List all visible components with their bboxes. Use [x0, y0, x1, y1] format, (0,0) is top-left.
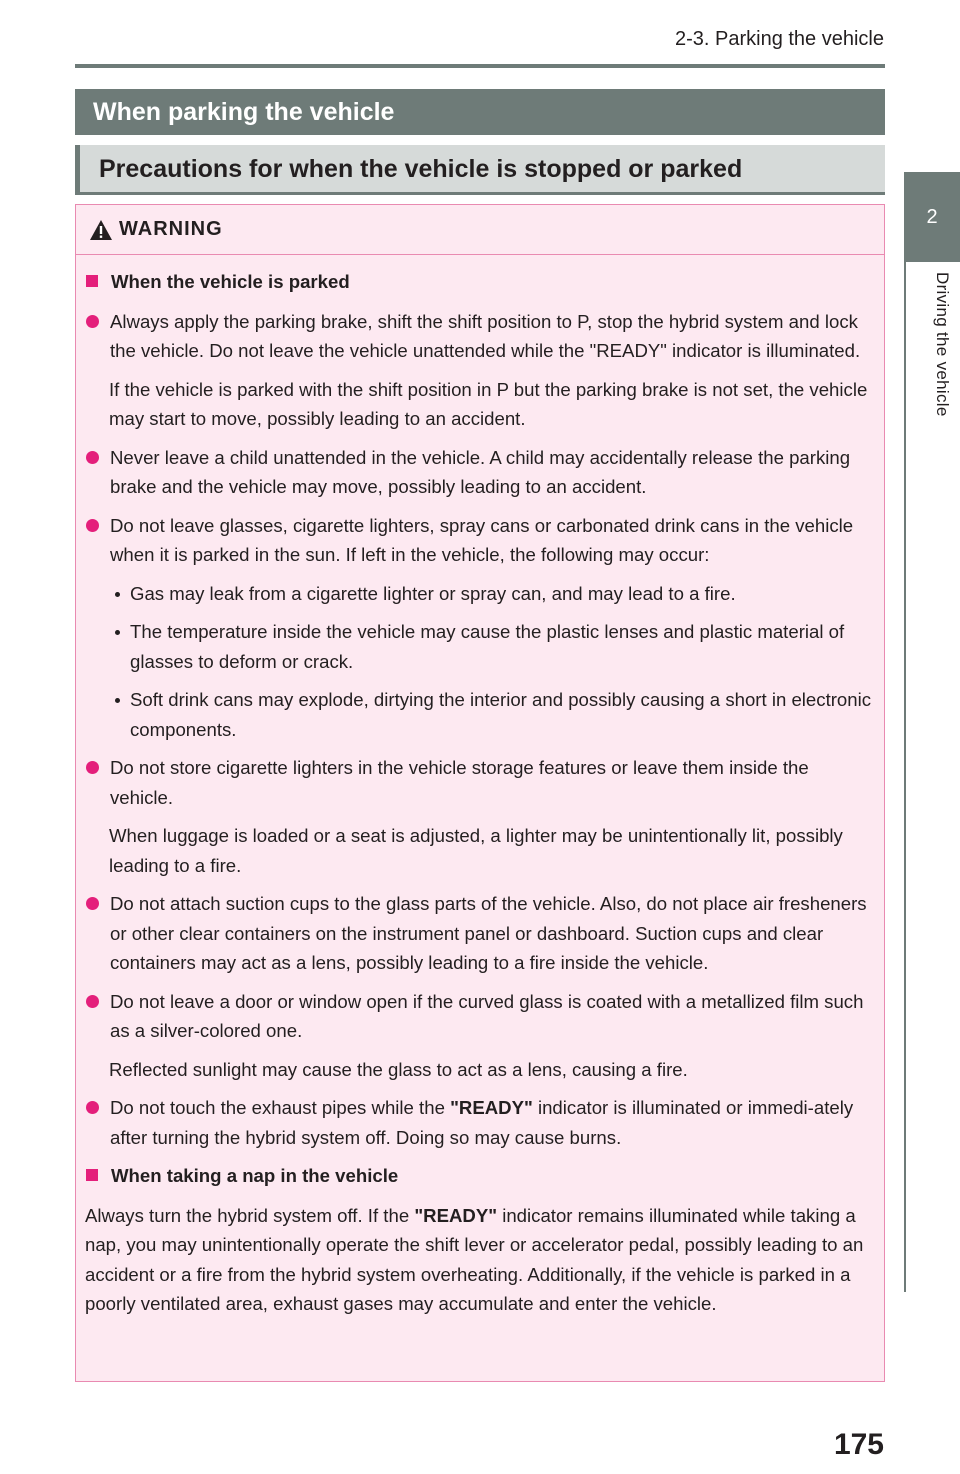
list-item — [85, 987, 872, 1046]
heading-text: When taking a nap in the vehicle — [111, 1165, 399, 1186]
list-item — [85, 511, 872, 570]
square-bullet-icon — [86, 275, 98, 287]
running-header: 2-3. Parking the vehicle — [674, 28, 884, 50]
small-bullet-icon — [115, 592, 120, 597]
heading-text: When the vehicle is parked — [111, 271, 350, 292]
square-bullet-icon — [86, 1169, 98, 1181]
chapter-label: Driving the vehicle — [933, 272, 952, 417]
sub-item-text: Soft drink cans may explode, dirtying the interior and possibly causing a short in electronic components. — [130, 689, 872, 740]
item-text: Never leave a child unattended in the vehicle. A child may accidentally release the parking brake and the vehicle may move, possibly leading to an accident. — [110, 446, 851, 497]
sub-item-text: Gas may leak from a cigarette lighter or spray can, and may lead to a fire. — [130, 582, 736, 604]
bullet-dot-icon — [86, 315, 99, 328]
sub-list-item — [115, 617, 872, 676]
item-text: Do not touch the exhaust pipes while the "READY" indicator is illuminated or immedi-ately after turning the hybrid system off. Doing so may cause burns. — [110, 1097, 854, 1148]
ready-indicator-text: "READY" — [414, 1204, 498, 1226]
page-number: 175 — [833, 1428, 884, 1461]
ready-indicator-text: "READY" — [450, 1097, 533, 1118]
item-note: If the vehicle is parked with the shift position in P but the parking brake is not set, the vehicle may start to move, possibly leading to an accident. — [109, 378, 868, 429]
list-item — [85, 307, 872, 366]
item-note: Reflected sunlight may cause the glass to act as a lens, causing a fire. — [109, 1058, 688, 1080]
warning-triangle-icon — [89, 219, 113, 241]
warning-heading-parked — [85, 267, 872, 297]
bullet-dot-icon — [86, 761, 99, 774]
warning-box — [75, 204, 885, 1382]
bullet-dot-icon — [86, 519, 99, 532]
list-item — [85, 443, 872, 502]
nap-paragraph: Always turn the hybrid system off. If the "READY" indicator remains illuminated while taking a nap, you may unintentionally operate the shift lever or accelerator pedal, possibly leading to an accident or a fire from the hybrid system overheating. Additionally, if the vehicle is parked in a poorly ventilated area, exhaust gases may accumulate and enter the vehicle. — [85, 1204, 864, 1314]
list-item — [85, 1093, 872, 1152]
subsection-rule — [75, 192, 885, 195]
bullet-dot-icon — [86, 1101, 99, 1114]
sub-item-text: The temperature inside the vehicle may cause the plastic lenses and plastic material of glasses to deform or crack. — [130, 621, 845, 672]
sub-list-item — [115, 685, 872, 744]
small-bullet-icon — [115, 630, 120, 635]
item-note: When luggage is loaded or a seat is adjusted, a lighter may be unintentionally lit, possibly leading to a fire. — [109, 825, 843, 876]
item-text: Do not attach suction cups to the glass parts of the vehicle. Also, do not place air fresheners or other clear containers on the instrument panel or dashboard. Suction cups and clear containers may act as a lens, possibly leading to a fire inside the vehicle. — [110, 893, 867, 973]
chapter-number: 2 — [926, 205, 938, 228]
item-text: Do not leave glasses, cigarette lighters, spray cans or carbonated drink cans in the vehicle when it is parked in the sun. If left in the vehicle, the following may occur: — [110, 514, 854, 565]
warning-heading-nap — [85, 1161, 872, 1191]
bullet-dot-icon — [86, 897, 99, 910]
warning-label: WARNING — [119, 218, 223, 240]
bullet-dot-icon — [86, 995, 99, 1008]
small-bullet-icon — [115, 698, 120, 703]
warning-header — [76, 205, 884, 255]
bullet-dot-icon — [86, 451, 99, 464]
list-item — [85, 753, 872, 812]
item-text: Do not leave a door or window open if the curved glass is coated with a metallized film such as a silver-colored one. — [110, 990, 864, 1041]
section-title: When parking the vehicle — [75, 89, 885, 135]
item-text: Always apply the parking brake, shift the shift position to P, stop the hybrid system and lock the vehicle. Do not leave the vehicle unattended while the "READY" indicator is illuminated. — [110, 310, 861, 361]
list-item — [85, 889, 872, 978]
header-rule — [75, 64, 885, 68]
subsection-title: Precautions for when the vehicle is stopped or parked — [75, 145, 885, 193]
item-text: Do not store cigarette lighters in the vehicle storage features or leave them inside the vehicle. — [110, 757, 809, 808]
sub-list-item — [115, 579, 872, 609]
chapter-tab — [904, 172, 960, 262]
warning-body — [76, 255, 884, 1319]
chapter-tab-line — [904, 262, 906, 1292]
